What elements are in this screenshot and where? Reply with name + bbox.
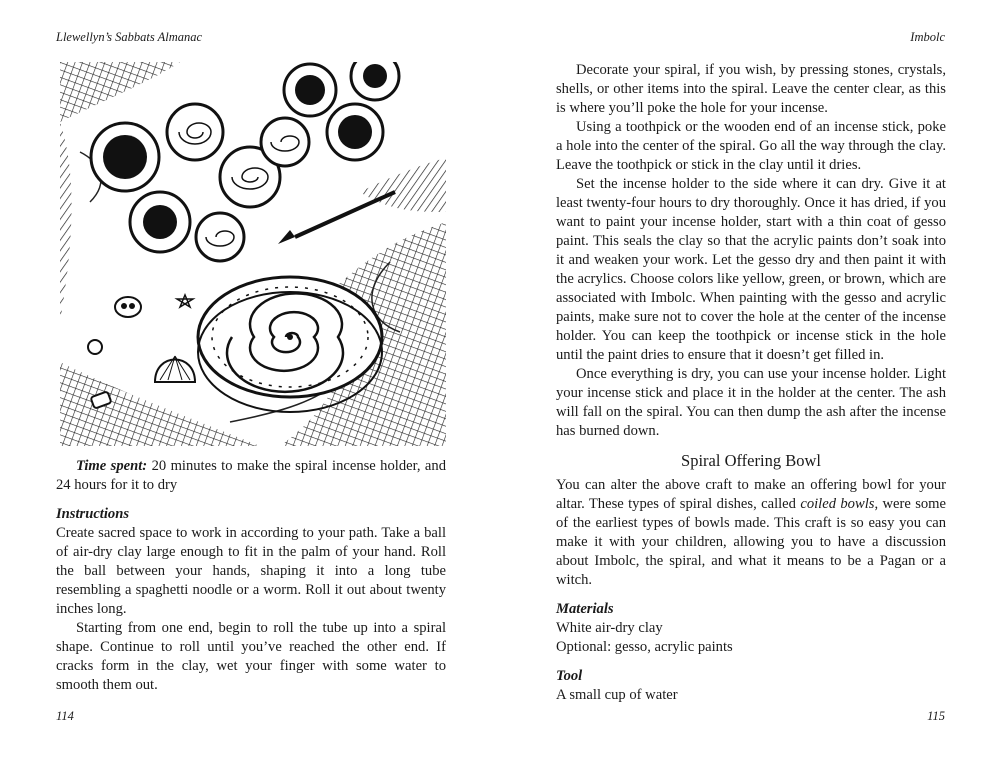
materials-heading: Materials xyxy=(556,601,614,617)
instructions-paragraph-1: Create sacred space to work in according to your path. Take a ball of air-dry clay large enough to fit in the palm of your hand. Roll the ball between your hands, shaping it into a long tube resembling a spaghetti noodle or a worm. Roll it out about twenty inches long. xyxy=(56,525,446,617)
material-item: White air-dry clay xyxy=(556,620,663,636)
right-column xyxy=(556,61,946,705)
spiral-incense-holder-illustration-icon xyxy=(60,62,446,446)
paragraph-drying: Set the incense holder to the side where it can dry. Give it at least twenty-four hours to dry thoroughly. Once it has dried, if you want to paint your incense holder, start with a thin coat of gesso paint. This seals the clay so that the acrylic paints don’t soak into it and weaken your work. Let the gesso dry and then paint it with the acrylics. Choose colors like yellow, green, or brown, which are associated with Imbolc. When painting with the gesso and acrylic paints, make sure not to cover the hole at the center of the incense holder. You can keep the toothpick or incense stick in the hole until the paint dries to ensure that it doesn’t get filled in. xyxy=(556,176,946,363)
tool-heading: Tool xyxy=(556,668,583,684)
section-heading: Spiral Offering Bowl xyxy=(681,451,821,470)
instructions-paragraph-2: Starting from one end, begin to roll the tube up into a spiral shape. Continue to roll until you’ve reached the other end. If cracks form in the clay, wet your finger with some water to smooth them out. xyxy=(56,620,446,693)
material-item: Optional: gesso, acrylic paints xyxy=(556,639,733,655)
paragraph-offering-bowl xyxy=(556,476,946,590)
tool-item: A small cup of water xyxy=(556,687,678,703)
left-column xyxy=(56,457,446,695)
running-head-right: Imbolc xyxy=(910,30,945,44)
page-number-right: 115 xyxy=(927,709,945,723)
running-head-left: Llewellyn’s Sabbats Almanac xyxy=(56,30,203,44)
materials-list xyxy=(556,619,946,657)
paragraph-toothpick: Using a toothpick or the wooden end of an incense stick, poke a hole into the center of the spiral. Go all the way through the clay. Leave the toothpick or stick in the clay until it dries. xyxy=(556,119,946,173)
time-spent-label: Time spent: xyxy=(76,458,148,474)
offering-text-emphasis: coiled bowls xyxy=(800,496,875,512)
offering-text-b: , were some of the earliest types of bowls made. This craft is so easy you can make it with your children, allowing you to have a discussion about Imbolc, the spiral, and what it means to be a Pagan or a witch. xyxy=(556,496,947,588)
tools-list xyxy=(556,686,946,705)
offering-text-a: You can alter the above craft to make an offering bowl for your altar. These types of spiral dishes, called xyxy=(556,477,946,512)
time-spent-text: 20 minutes to make the spiral incense holder, and 24 hours for it to dry xyxy=(56,458,447,493)
time-spent-paragraph xyxy=(56,457,446,495)
paragraph-decorate: Decorate your spiral, if you wish, by pressing stones, crystals, shells, or other items into the spiral. Leave the center clear, as this is where you’ll poke the hole for your incense. xyxy=(556,62,946,116)
paragraph-use: Once everything is dry, you can use your incense holder. Light your incense stick and place it in the holder at the center. The ash will fall on the spiral. You can then dump the ash after the incense has burned down. xyxy=(556,366,946,439)
instructions-heading: Instructions xyxy=(56,506,130,522)
page-number-left: 114 xyxy=(56,709,74,723)
